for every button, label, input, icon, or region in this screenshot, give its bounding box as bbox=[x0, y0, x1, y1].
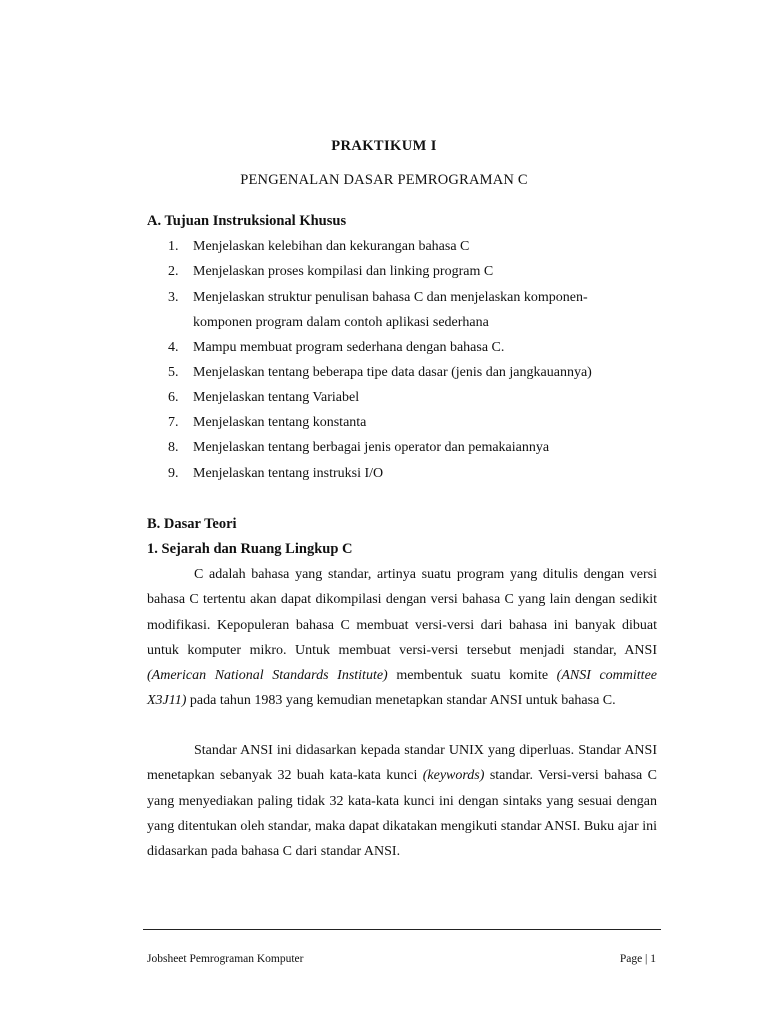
paragraph-text: pada tahun 1983 yang kemudian menetapkan standar ANSI untuk bahasa C. bbox=[186, 693, 616, 709]
list-item bbox=[168, 340, 638, 356]
page-subtitle: PENGENALAN DASAR PEMROGRAMAN C bbox=[240, 172, 528, 188]
list-item bbox=[168, 390, 638, 406]
list-text: Menjelaskan struktur penulisan bahasa C dan menjelaskan komponen- bbox=[193, 290, 588, 305]
list-item bbox=[168, 440, 638, 456]
list-number: 7. bbox=[168, 415, 179, 430]
list-text: Menjelaskan tentang berbagai jenis operator dan pemakaiannya bbox=[193, 440, 550, 455]
list-number: 2. bbox=[168, 264, 179, 279]
paragraph-italic: (American National Standards Institute) bbox=[147, 668, 388, 684]
paragraph-text: standar. Versi-versi bahasa C yang menyediakan paling tidak 32 kata-kata kunci ini dengan sintaks yang sesuai dengan yang ditentukan oleh standar, maka dapat dikatakan mengikuti standar ANSI. Buku ajar ini didasarkan pada bahasa C dari standar ANSI. bbox=[147, 768, 657, 860]
list-number: 4. bbox=[168, 340, 179, 355]
list-item bbox=[168, 466, 638, 482]
list-text: Menjelaskan tentang beberapa tipe data dasar (jenis dan jangkauannya) bbox=[193, 365, 592, 380]
list-text: Menjelaskan tentang Variabel bbox=[193, 390, 360, 405]
list-number: 6. bbox=[168, 390, 179, 405]
list-text: Menjelaskan proses kompilasi dan linking program C bbox=[193, 264, 494, 279]
list-number: 1. bbox=[168, 239, 179, 254]
list-item bbox=[168, 290, 638, 306]
list-item bbox=[168, 365, 638, 381]
list-number: 3. bbox=[168, 290, 179, 305]
paragraph-italic: (keywords) bbox=[422, 768, 485, 784]
paragraph bbox=[147, 562, 657, 714]
paragraph-text: Standar ANSI ini didasarkan kepada standar UNIX yang diperluas. Standar ANSI menetapkan sebanyak 32 buah kata-kata kunci bbox=[147, 743, 657, 784]
list-text: Menjelaskan kelebihan dan kekurangan bahasa C bbox=[193, 239, 470, 254]
section-a-heading: A. Tujuan Instruksional Khusus bbox=[147, 213, 347, 229]
footer-divider bbox=[143, 929, 661, 930]
list-item-continuation: komponen program dalam contoh aplikasi sederhana bbox=[193, 315, 489, 330]
footer-title: Jobsheet Pemrograman Komputer bbox=[147, 953, 304, 965]
list-text: Mampu membuat program sederhana dengan bahasa C. bbox=[193, 340, 505, 355]
section-b-heading: B. Dasar Teori bbox=[147, 516, 237, 532]
list-item bbox=[168, 239, 638, 255]
list-text: Menjelaskan tentang konstanta bbox=[193, 415, 367, 430]
paragraph-italic: (ANSI committee X3J11) bbox=[147, 668, 658, 709]
section-b-subheading: 1. Sejarah dan Ruang Lingkup C bbox=[147, 541, 353, 557]
page-title: PRAKTIKUM I bbox=[331, 138, 437, 154]
list-item bbox=[168, 415, 638, 431]
list-number: 9. bbox=[168, 466, 179, 481]
page-number: Page | 1 bbox=[619, 953, 656, 965]
list-text: Menjelaskan tentang instruksi I/O bbox=[193, 466, 384, 481]
paragraph-text: membentuk suatu komite bbox=[387, 668, 557, 684]
list-number: 5. bbox=[168, 365, 179, 380]
paragraph-text: C adalah bahasa yang standar, artinya suatu program yang ditulis dengan versi bahasa C tertentu akan dapat dikompilasi dengan versi bahasa C yang lain dengan sedikit modifikasi. Kepopuleran bahasa C membuat versi-versi dari bahasa ini banyak dibuat untuk komputer mikro. Untuk membuat versi-versi tersebut menjadi standar, ANSI bbox=[147, 567, 657, 658]
list-number: 8. bbox=[168, 440, 179, 455]
paragraph bbox=[147, 738, 657, 864]
list-item bbox=[168, 264, 638, 280]
